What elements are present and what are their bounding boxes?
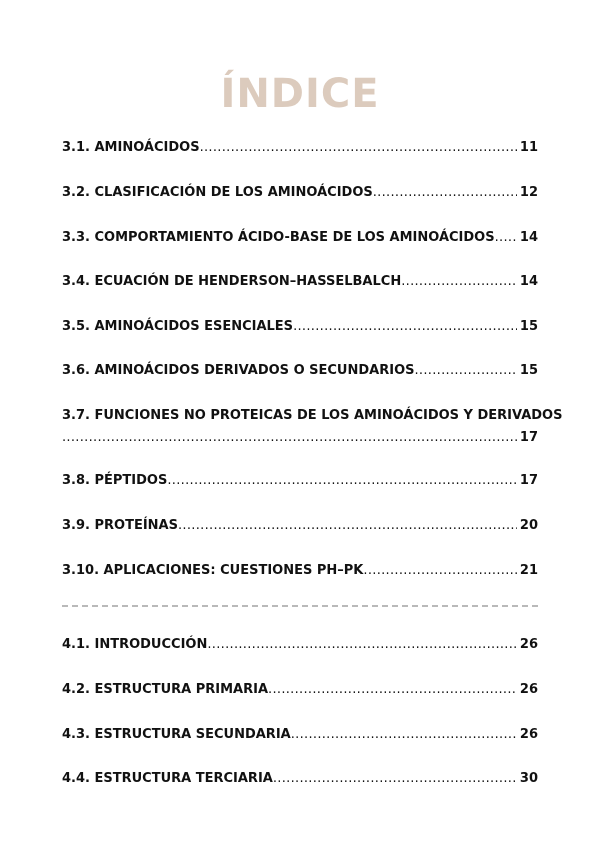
toc-entry-3-3[interactable] (62, 230, 538, 246)
toc-entry-page: 26 (519, 727, 538, 742)
section-divider (62, 605, 538, 607)
toc-entry-page: 26 (519, 637, 538, 652)
toc-entry-page: 15 (519, 319, 538, 334)
page-title: ÍNDICE (220, 71, 380, 117)
toc-entry-3-2[interactable] (62, 185, 538, 201)
toc-entry-page: 15 (519, 363, 538, 378)
toc-entry-label: 4.2. ESTRUCTURA PRIMARIA (62, 682, 269, 697)
toc-entry-3-8[interactable] (62, 473, 538, 489)
toc-entry-3-9[interactable] (62, 518, 538, 534)
toc-entry-label: 3.5. AMINOÁCIDOS ESENCIALES (62, 319, 294, 334)
toc-entry-3-10[interactable] (62, 563, 538, 579)
toc-entry-4-3[interactable] (62, 727, 538, 743)
dot-leader (291, 727, 517, 743)
toc-entry-label: 3.3. COMPORTAMIENTO ÁCIDO-BASE DE LOS AMINOÁCIDOS (62, 230, 495, 245)
toc-entry-4-1[interactable] (62, 637, 538, 653)
toc-entry-page: 17 (519, 430, 538, 445)
dot-leader (401, 274, 517, 290)
toc-entry-label: 3.2. CLASIFICACIÓN DE LOS AMINOÁCIDOS (62, 185, 373, 200)
toc-entry-label: 3.7. FUNCIONES NO PROTEICAS DE LOS AMINOÁCIDOS Y DERIVADOS (62, 408, 563, 423)
dot-leader (200, 140, 517, 156)
toc-entry-page: 21 (519, 563, 538, 578)
toc-entry-4-4[interactable] (62, 771, 538, 787)
toc-entry-label: 3.6. AMINOÁCIDOS DERIVADOS O SECUNDARIOS (62, 363, 415, 378)
toc-entry-label: 3.4. ECUACIÓN DE HENDERSON–HASSELBALCH (62, 274, 402, 289)
toc-entry-page: 11 (519, 140, 538, 155)
dot-leader (414, 363, 516, 379)
toc-entry-label: 3.10. APLICACIONES: CUESTIONES PH–PK (62, 563, 364, 578)
toc-entry-page: 17 (519, 473, 538, 488)
toc-entry-label: 4.1. INTRODUCCIÓN (62, 637, 208, 652)
dot-leader (495, 230, 517, 246)
dot-leader (167, 473, 517, 489)
dot-leader (268, 682, 517, 698)
dot-leader (178, 518, 517, 534)
toc-entry-3-7[interactable] (62, 408, 563, 446)
toc-entry-page: 12 (519, 185, 538, 200)
dot-leader (207, 637, 517, 653)
dot-leader (273, 771, 517, 787)
toc-entry-page: 20 (519, 518, 538, 533)
toc-entry-second-line (62, 430, 538, 446)
toc-entry-page: 14 (519, 274, 538, 289)
toc-entry-3-4[interactable] (62, 274, 538, 290)
toc-entry-3-5[interactable] (62, 319, 538, 335)
dot-leader (363, 563, 517, 579)
toc-entry-3-1[interactable] (62, 140, 538, 156)
toc-entry-3-6[interactable] (62, 363, 538, 379)
toc-entry-label: 3.1. AMINOÁCIDOS (62, 140, 200, 155)
toc-entry-page: 30 (519, 771, 538, 786)
toc-entry-page: 14 (519, 230, 538, 245)
toc-entry-label: 3.8. PÉPTIDOS (62, 473, 168, 488)
dot-leader (373, 185, 517, 201)
toc-entry-label: 4.4. ESTRUCTURA TERCIARIA (62, 771, 273, 786)
toc-entry-label: 3.9. PROTEÍNAS (62, 518, 178, 533)
dot-leader (293, 319, 517, 335)
toc-entry-label: 4.3. ESTRUCTURA SECUNDARIA (62, 727, 291, 742)
dot-leader (62, 430, 517, 446)
toc-entry-4-2[interactable] (62, 682, 538, 698)
toc-entry-page: 26 (519, 682, 538, 697)
